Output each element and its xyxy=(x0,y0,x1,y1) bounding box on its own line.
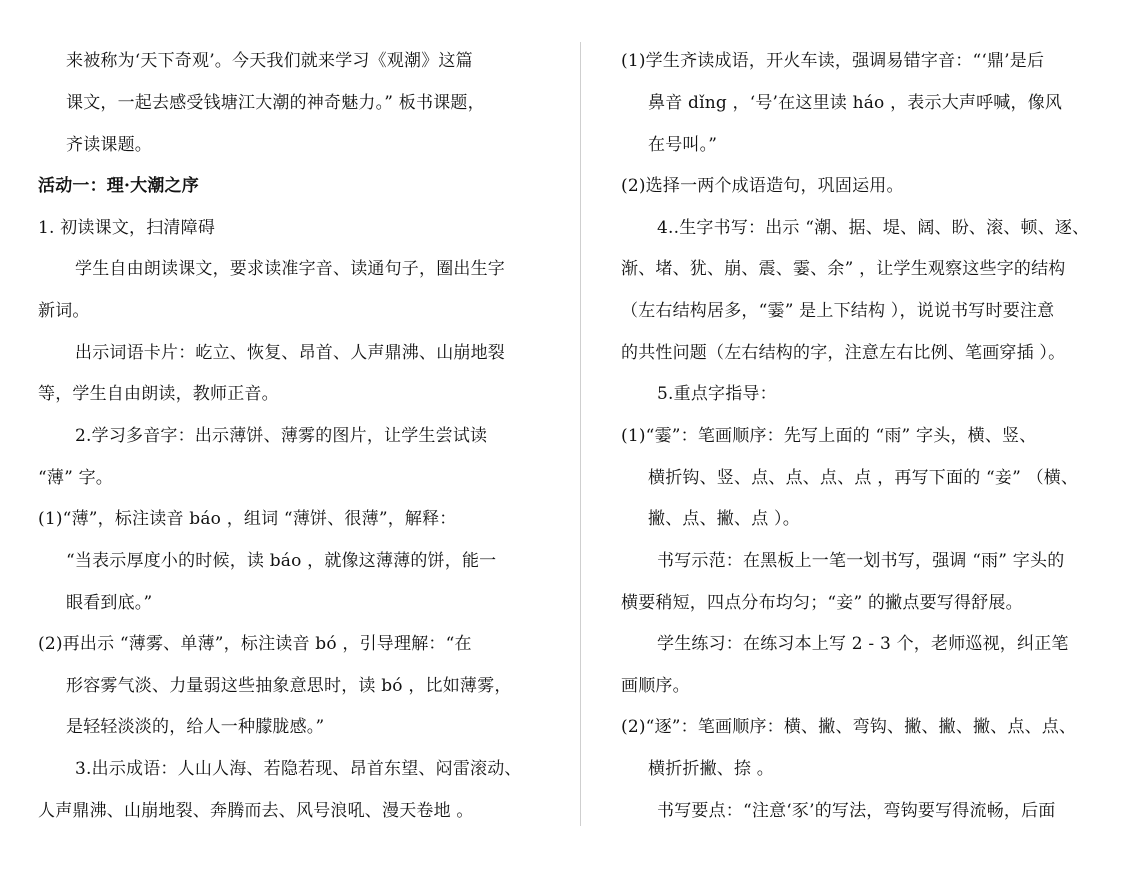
text-line: 课文，一起去感受钱塘江大潮的神奇魅力。” 板书课题， xyxy=(66,93,485,113)
text-line: (2)再出示 “薄雾、单薄”，标注读音 bó ，引导理解：“在 xyxy=(38,634,472,654)
text-line: 撇、点、撇、点 ）。 xyxy=(648,509,800,529)
text-line: (2)“逐”：笔画顺序：横、撇、弯钩、撇、撇、撇、点、点、 xyxy=(621,717,1077,737)
text-line: 鼻音 dǐng ，‘号’在这里读 háo ，表示大声呼喊，像风 xyxy=(648,93,1063,113)
text-line: 横要稍短，四点分布均匀；“妾” 的撇点要写得舒展。 xyxy=(621,593,1023,613)
text-line: 来被称为‘天下奇观’。今天我们就来学习《观潮》这篇 xyxy=(66,51,473,71)
text-line: 是轻轻淡淡的，给人一种朦胧感。” xyxy=(66,717,325,737)
text-line: 画顺序。 xyxy=(621,676,690,696)
text-line: 人声鼎沸、山崩地裂、奔腾而去、风号浪吼、漫天卷地 。 xyxy=(38,801,474,821)
text-line: (2)选择一两个成语造句，巩固运用。 xyxy=(621,176,904,196)
text-line: 1. 初读课文，扫清障碍 xyxy=(38,218,216,238)
text-line: 眼看到底。” xyxy=(66,593,153,613)
text-line: 5.重点字指导： xyxy=(657,384,777,404)
text-line: 书写示范：在黑板上一笔一划书写，强调 “雨” 字头的 xyxy=(657,551,1065,571)
text-line: 在号叫。” xyxy=(648,135,718,155)
text-line: 出示词语卡片：屹立、恢复、昂首、人声鼎沸、山崩地裂 xyxy=(75,343,505,363)
text-line: (1)“霎”：笔画顺序：先写上面的 “雨” 字头，横、竖、 xyxy=(621,426,1037,446)
text-line: 书写要点：“注意‘豕’的写法，弯钩要写得流畅，后面 xyxy=(657,801,1056,821)
text-line: 横折钩、竖、点、点、点、点 ，再写下面的 “妾” （横、 xyxy=(648,468,1079,488)
text-line: 的共性问题（左右结构的字，注意左右比例、笔画穿插 ）。 xyxy=(621,343,1066,363)
text-line: (1)学生齐读成语，开火车读，强调易错字音：“‘鼎’是后 xyxy=(621,51,1045,71)
text-line: 横折折撇、捺 。 xyxy=(648,759,775,779)
text-line: 3.出示成语：人山人海、若隐若现、昂首东望、闷雷滚动、 xyxy=(75,759,522,779)
text-line: “当表示厚度小的时候，读 báo ，就像这薄薄的饼，能一 xyxy=(66,551,497,571)
text-line: 学生练习：在练习本上写 2 - 3 个，老师巡视，纠正笔 xyxy=(657,634,1069,654)
text-line: 学生自由朗读课文，要求读准字音、读通句子，圈出生字 xyxy=(75,259,505,279)
text-line: (1)“薄”，标注读音 báo ，组词 “薄饼、很薄”，解释： xyxy=(38,509,457,529)
text-line: 4..生字书写：出示 “潮、据、堤、阔、盼、滚、顿、逐、 xyxy=(657,218,1090,238)
text-line: 等，学生自由朗读，教师正音。 xyxy=(38,384,279,404)
text-line: “薄” 字。 xyxy=(38,468,113,488)
text-line: 新词。 xyxy=(38,301,90,321)
text-line: （左右结构居多，“霎” 是上下结构 ），说说书写时要注意 xyxy=(621,301,1055,321)
text-line: 2.学习多音字：出示薄饼、薄雾的图片，让学生尝试读 xyxy=(75,426,488,446)
text-line: 形容雾气淡、力量弱这些抽象意思时，读 bó ，比如薄雾， xyxy=(66,676,512,696)
column-divider xyxy=(580,42,581,826)
section-heading: 活动一：理·大潮之序 xyxy=(38,176,199,196)
text-line: 渐、堵、犹、崩、震、霎、余” ，让学生观察这些字的结构 xyxy=(621,259,1066,279)
text-line: 齐读课题。 xyxy=(66,135,152,155)
